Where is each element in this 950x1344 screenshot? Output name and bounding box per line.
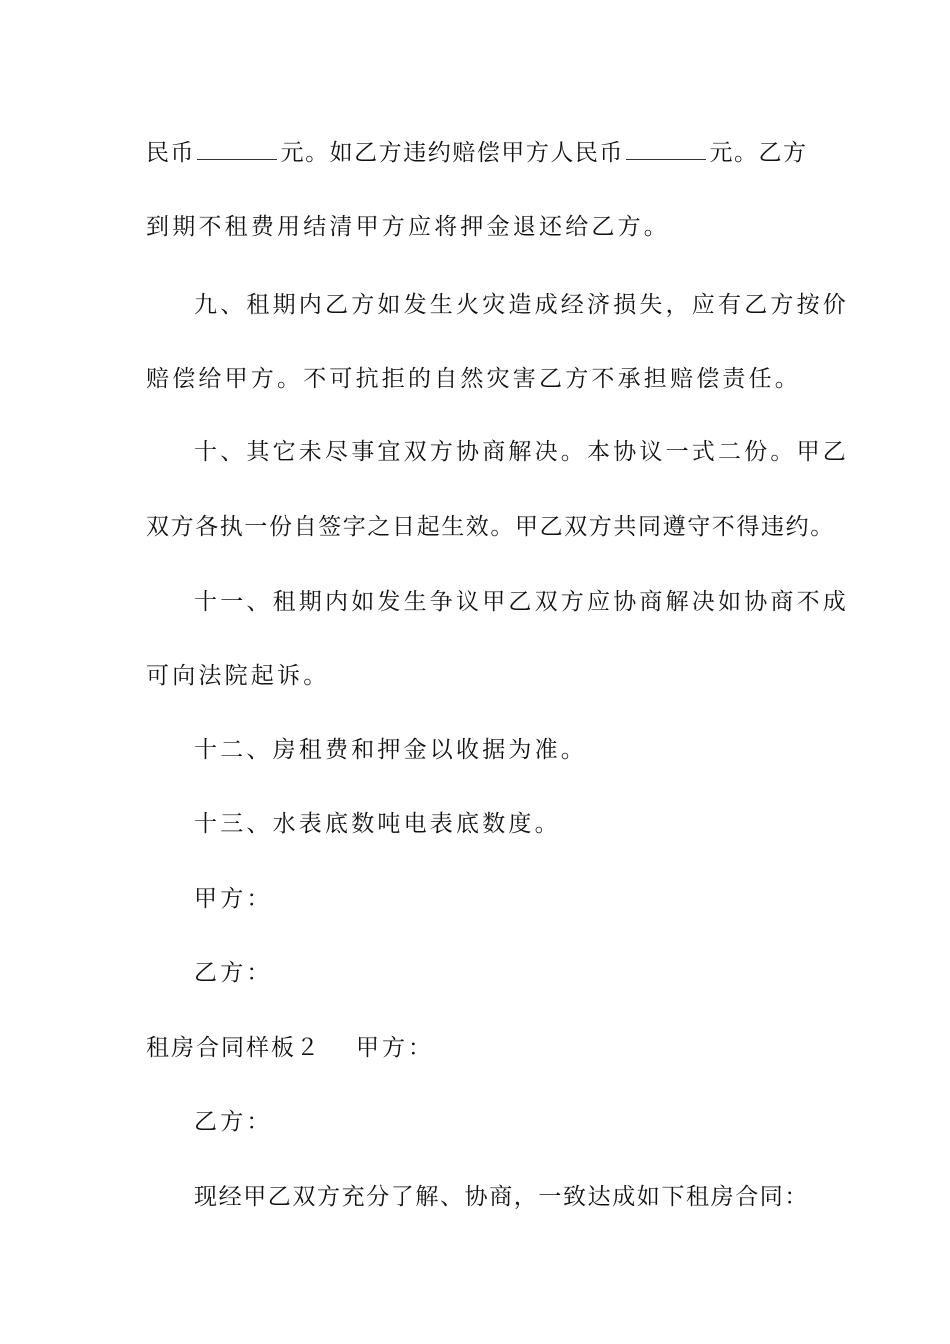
section2-intro: 现经甲乙双方充分了解、协商，一致达成如下租房合同：: [194, 1184, 809, 1210]
paragraph-line: [146, 138, 806, 168]
paragraph-line: 到期不租费用结清甲方应将押金退还给乙方。: [146, 214, 670, 240]
clause-thirteen: 十三、水表底数吨电表底数度。: [194, 811, 561, 837]
party-a-signature: 甲方：: [194, 886, 273, 912]
clause-twelve: 十二、房租费和押金以收据为准。: [194, 737, 587, 763]
blank-underline: [197, 141, 277, 160]
section-title: 租房合同样板２: [146, 1035, 321, 1061]
party-b-signature: 乙方：: [194, 960, 273, 986]
paragraph-line: 赔偿给甲方。不可抗拒的自然灾害乙方不承担赔偿责任。: [146, 366, 801, 392]
text-fragment: 元。乙方: [707, 140, 807, 166]
paragraph-line: 可向法院起诉。: [146, 663, 330, 689]
text-fragment: 元。如乙方违约赔偿甲方人民币: [279, 140, 624, 166]
section2-party-a: 甲方：: [356, 1035, 434, 1061]
text-fragment: 民币: [146, 140, 196, 166]
clause-ten: 十、其它未尽事宜双方协商解决。本协议一式二份。甲乙: [194, 439, 849, 465]
clause-eleven: 十一、租期内如发生争议甲乙双方应协商解决如协商不成: [194, 589, 849, 615]
section2-party-b: 乙方：: [194, 1109, 273, 1135]
blank-underline: [626, 141, 706, 160]
paragraph-line: 双方各执一份自签字之日起生效。甲乙双方共同遵守不得违约。: [146, 514, 835, 540]
clause-nine: 九、租期内乙方如发生火灾造成经济损失，应有乙方按价: [194, 292, 849, 318]
